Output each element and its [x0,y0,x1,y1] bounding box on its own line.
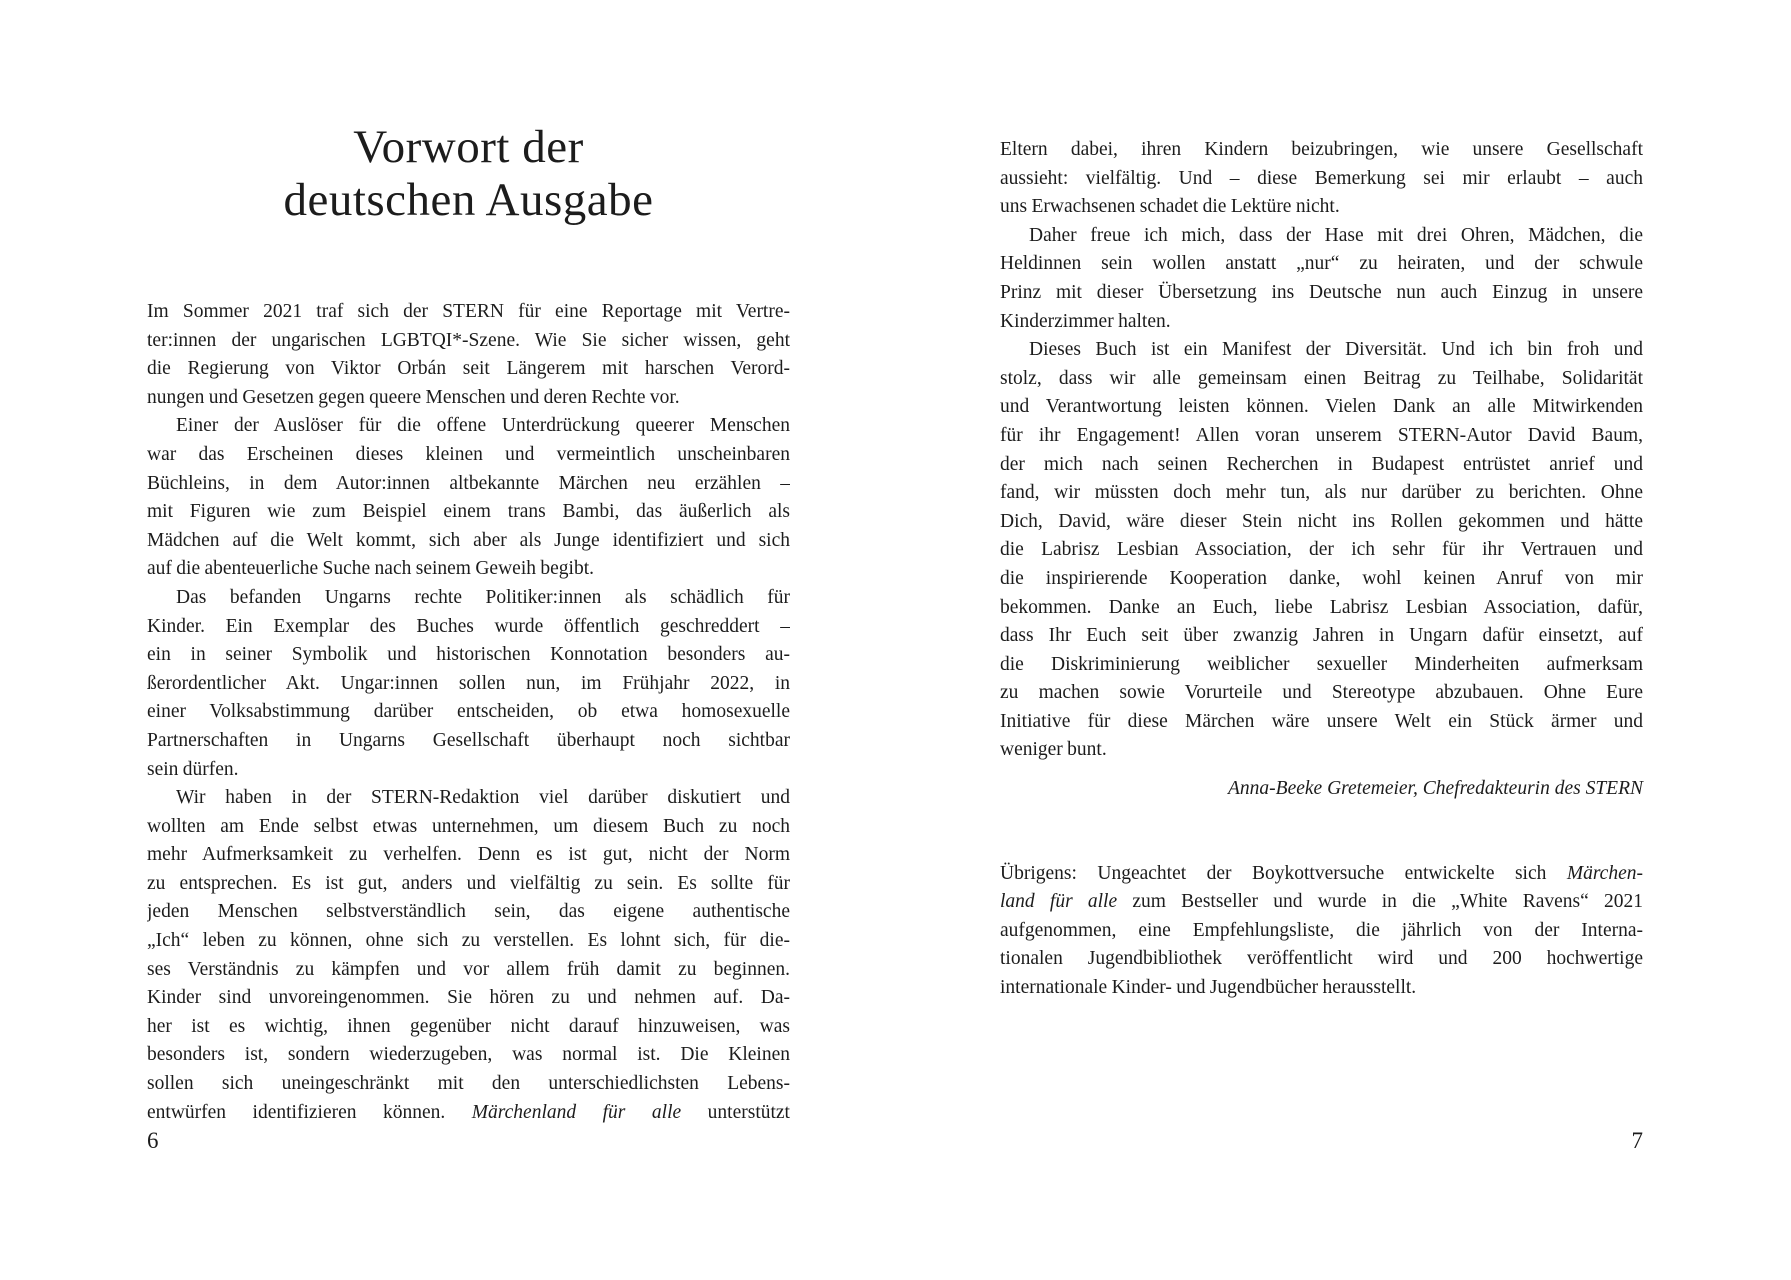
text-line: uns Erwachsenen schadet die Lektüre nicht. [1000,196,1340,218]
text-line: Mädchen auf die Welt kommt, sich aber als Junge identifiziert und sich [147,529,790,551]
text-line: Kinder. Ein Exemplar des Buches wurde öffentlich geschreddert – [147,615,790,637]
text-line: aussieht: vielfältig. Und – diese Bemerkung sei mir erlaubt – auch [1000,167,1643,189]
text-line: land für alle zum Bestseller und wurde in die „White Ravens“ 2021 [1000,891,1643,913]
text-line: mit Figuren wie zum Beispiel einem trans Bambi, das äußerlich als [147,501,790,523]
text-line: stolz, dass wir alle gemeinsam einen Beitrag zu Teilhabe, Solidarität [1000,367,1643,389]
text-line: sein dürfen. [147,758,239,780]
text-line: Dich, David, wäre dieser Stein nicht ins Rollen gekommen und hätte [1000,510,1643,532]
text-line: bekommen. Danke an Euch, liebe Labrisz Lesbian Association, dafür, [1000,596,1643,618]
text-line: aufgenommen, eine Empfehlungsliste, die jährlich von der Interna- [1000,919,1643,941]
text-line: nungen und Gesetzen gegen queere Menschen und deren Rechte vor. [147,386,680,408]
text-line: einer Volksabstimmung darüber entscheiden, ob etwa homosexuelle [147,701,790,723]
text-line: sollen sich uneingeschränkt mit den unterschiedlichsten Lebens- [147,1073,790,1095]
text-line: die Diskriminierung weiblicher sexueller Minderheiten aufmerksam [1000,653,1643,675]
text-line: ßerordentlicher Akt. Ungar:innen sollen nun, im Frühjahr 2022, in [147,672,790,694]
page-number-left: 6 [147,1128,159,1153]
text-line: Heldinnen sein wollen anstatt „nur“ zu heiraten, und der schwule [1000,253,1643,275]
text-line: Kinderzimmer halten. [1000,310,1171,332]
text-line: Wir haben in der STERN-Redaktion viel darüber diskutiert und [176,787,790,809]
text-line: mehr Aufmerksamkeit zu verhelfen. Denn es ist gut, nicht der Norm [147,844,790,866]
text-line: Im Sommer 2021 traf sich der STERN für eine Reportage mit Vertre- [147,301,790,322]
text-line: tionalen Jugendbibliothek veröffentlicht wird und 200 hochwertige [1000,948,1643,970]
chapter-title-line-2: deutschen Ausgabe [283,174,654,226]
text-line: Einer der Auslöser für die offene Unterdrückung queerer Menschen [176,415,790,437]
text-line: auf die abenteuerliche Suche nach seinem Geweih begibt. [147,558,594,580]
text-line: Kinder sind unvoreingenommen. Sie hören zu und nehmen auf. Da- [147,987,790,1009]
text-line: entwürfen identifizieren können. Märchenland für alle unterstützt [147,1101,790,1123]
chapter-title [147,121,790,227]
text-line: zu machen sowie Vorurteile und Stereotype abzubauen. Ohne Eure [1000,682,1643,704]
text-line: die Labrisz Lesbian Association, der ich sehr für ihr Vertrauen und [1000,539,1643,561]
right-page [1000,0,1643,1280]
text-line: der mich nach seinen Recherchen in Budapest entrüstet anrief und [1000,453,1643,475]
text-line: ses Verständnis zu kämpfen und vor allem früh damit zu beginnen. [147,958,790,980]
text-line: ein in seiner Symbolik und historischen Konnotation besonders au- [147,644,790,666]
left-page-body-text [147,298,790,1127]
text-line: Übrigens: Ungeachtet der Boykottversuche entwickelte sich Märchen- [1000,862,1643,884]
page-number-right: 7 [1631,1128,1643,1153]
text-line: besonders ist, sondern wiederzugeben, was normal ist. Die Kleinen [147,1044,790,1066]
text-line: Initiative für diese Märchen wäre unsere Welt ein Stück ärmer und [1000,710,1643,732]
text-line: Dieses Buch ist ein Manifest der Diversität. Und ich bin froh und [1029,339,1643,361]
text-line: zu entsprechen. Es ist gut, anders und vielfältig zu sein. Es sollte für [147,872,790,894]
signature-line: Anna-Beeke Gretemeier, Chefredakteurin des STERN [1228,778,1643,800]
text-line: her ist es wichtig, ihnen gegenüber nicht darauf hinzuweisen, was [147,1015,790,1037]
right-page-body-text [1000,136,1643,765]
text-line: fand, wir müssten doch mehr tun, als nur darüber zu berichten. Ohne [1000,482,1643,504]
text-line: dass Ihr Euch seit über zwanzig Jahren in Ungarn dafür einsetzt, auf [1000,625,1643,647]
text-line: für ihr Engagement! Allen voran unserem STERN-Autor David Baum, [1000,424,1643,446]
text-line: weniger bunt. [1000,739,1107,761]
text-line: die Regierung von Viktor Orbán seit Längerem mit harschen Verord- [147,358,790,380]
text-line: Daher freue ich mich, dass der Hase mit drei Ohren, Mädchen, die [1029,224,1643,246]
text-line: jeden Menschen selbstverständlich sein, das eigene authentische [147,901,790,923]
text-line: Das befanden Ungarns rechte Politiker:innen als schädlich für [176,586,790,608]
left-page [147,0,790,1280]
postscript-text [1000,860,1643,1003]
text-line: die inspirierende Kooperation danke, wohl keinen Anruf von mir [1000,567,1643,589]
text-line: und Verantwortung leisten können. Vielen Dank an alle Mitwirkenden [1000,396,1643,418]
text-line: Eltern dabei, ihren Kindern beizubringen, wie unsere Gesellschaft [1000,139,1643,160]
text-line: Büchleins, in dem Autor:innen altbekannte Märchen neu erzählen – [147,472,790,494]
text-line: internationale Kinder- und Jugendbücher herausstellt. [1000,977,1417,999]
text-line: „Ich“ leben zu können, ohne sich zu verstellen. Es lohnt sich, für die- [147,930,790,952]
text-line: Partnerschaften in Ungarns Gesellschaft überhaupt noch sichtbar [147,729,790,751]
text-line: wollten am Ende selbst etwas unternehmen, um diesem Buch zu noch [147,815,790,837]
chapter-title-line-1: Vorwort der [353,121,584,173]
text-line: ter:innen der ungarischen LGBTQI*-Szene. Wie Sie sicher wissen, geht [147,329,790,351]
text-line: war das Erscheinen dieses kleinen und vermeintlich unscheinbaren [147,443,790,465]
text-line: Prinz mit dieser Übersetzung ins Deutsche nun auch Einzug in unsere [1000,281,1643,303]
